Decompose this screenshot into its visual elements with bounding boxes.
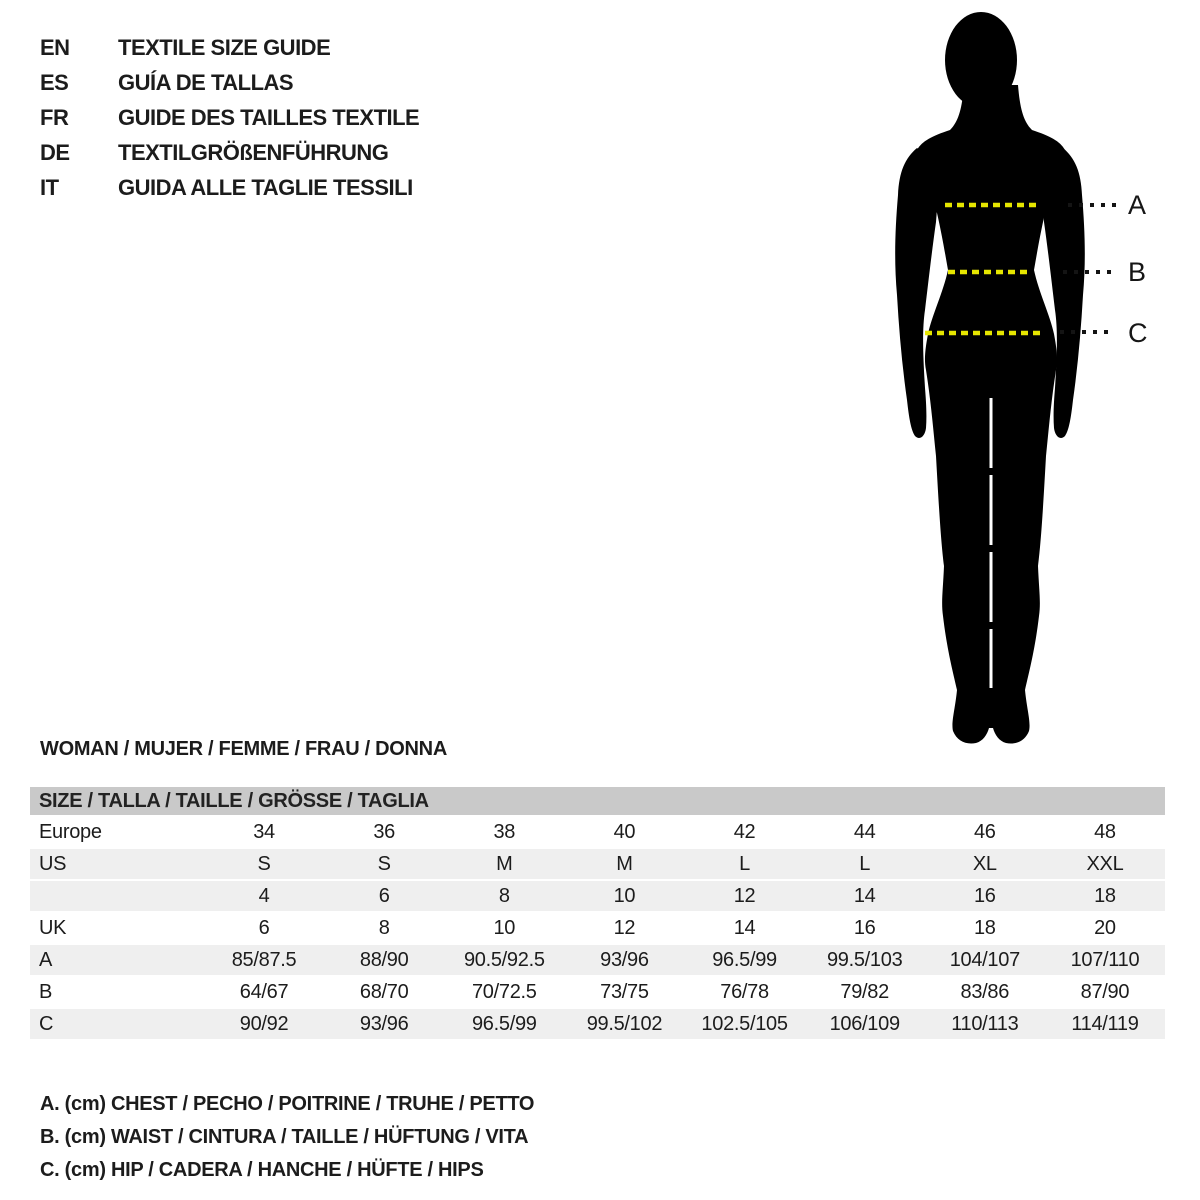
size-cell: 79/82 <box>840 980 889 1003</box>
size-cell: 38 <box>493 820 516 843</box>
hip-letter-label: C <box>1128 318 1148 348</box>
size-cell: 93/96 <box>600 948 649 971</box>
size-cell: 12 <box>613 916 636 939</box>
size-cell: M <box>496 852 513 875</box>
size-cell: 18 <box>973 916 996 939</box>
language-guide-title: GUIDA ALLE TAGLIE TESSILI <box>118 174 413 200</box>
language-row <box>40 30 419 65</box>
language-guide-title: TEXTILGRÖßENFÜHRUNG <box>118 139 389 165</box>
table-row <box>30 945 1165 975</box>
table-row <box>30 817 1165 847</box>
table-row <box>30 849 1165 879</box>
language-guide-title: TEXTILE SIZE GUIDE <box>118 34 331 60</box>
size-cell: 46 <box>973 820 996 843</box>
size-cell: 93/96 <box>359 1012 409 1035</box>
woman-silhouette-figure <box>880 0 1200 760</box>
size-cell: 99.5/103 <box>826 948 903 971</box>
size-cell: 40 <box>613 820 636 843</box>
size-cell: 70/72.5 <box>471 980 537 1003</box>
language-title-list <box>40 30 419 205</box>
woman-silhouette-svg <box>880 0 1200 760</box>
size-cell: 10 <box>613 884 636 907</box>
waist-letter-label: B <box>1128 257 1147 287</box>
size-cell: 44 <box>853 820 876 843</box>
row-label: C <box>39 1012 54 1035</box>
language-code: FR <box>40 104 69 130</box>
gender-section-heading: WOMAN / MUJER / FEMME / FRAU / DONNA <box>40 738 447 760</box>
legend-line: B. (cm) WAIST / CINTURA / TAILLE / HÜFTUNG / VITA <box>40 1126 529 1148</box>
legend-line: C. (cm) HIP / CADERA / HANCHE / HÜFTE / HIPS <box>40 1159 484 1181</box>
measurement-legend <box>40 1088 534 1187</box>
size-cell: L <box>859 852 871 875</box>
size-cell: 83/86 <box>960 980 1010 1003</box>
row-label: Europe <box>39 820 102 843</box>
size-cell: 99.5/102 <box>586 1012 663 1035</box>
size-cell: 106/109 <box>829 1012 900 1035</box>
size-cell: 96.5/99 <box>712 948 777 971</box>
size-cell: 36 <box>373 820 396 843</box>
size-cell: S <box>377 852 391 875</box>
size-cell: 90/92 <box>239 1012 289 1035</box>
size-cell: 110/113 <box>951 1012 1019 1035</box>
size-table-header: SIZE / TALLA / TAILLE / GRÖSSE / TAGLIA <box>30 787 1165 815</box>
size-cell: 6 <box>258 916 270 939</box>
size-cell: 104/107 <box>949 948 1020 971</box>
size-cell: 12 <box>733 884 756 907</box>
legend-line: A. (cm) CHEST / PECHO / POITRINE / TRUHE / PETTO <box>40 1093 535 1115</box>
language-code: IT <box>40 174 59 200</box>
size-cell: 42 <box>733 820 756 843</box>
size-cell: 68/70 <box>359 980 409 1003</box>
size-cell: 18 <box>1094 884 1116 907</box>
language-code: EN <box>40 34 70 60</box>
size-cell: 73/75 <box>600 980 649 1003</box>
language-code: ES <box>40 69 69 95</box>
size-cell: 16 <box>853 916 876 939</box>
table-row <box>30 977 1165 1007</box>
row-label: B <box>39 980 53 1003</box>
size-cell: 88/90 <box>359 948 409 971</box>
size-cell: 6 <box>378 884 390 907</box>
size-cell: 14 <box>733 916 756 939</box>
size-cell: 10 <box>493 916 516 939</box>
size-cell: S <box>257 852 271 875</box>
size-cell: 90.5/92.5 <box>463 948 545 971</box>
language-row <box>40 135 419 170</box>
language-code: DE <box>40 139 70 165</box>
size-cell: 20 <box>1094 916 1116 939</box>
size-cell: XXL <box>1086 852 1124 875</box>
row-label: UK <box>39 916 67 939</box>
size-cell: 102.5/105 <box>701 1012 788 1035</box>
size-cell: 96.5/99 <box>471 1012 537 1035</box>
row-label: A <box>39 948 53 971</box>
table-row <box>30 881 1165 911</box>
size-cell: 34 <box>253 820 275 843</box>
size-cell: 48 <box>1094 820 1116 843</box>
size-cell: M <box>616 852 633 875</box>
chest-letter-label: A <box>1128 190 1147 220</box>
table-row <box>30 913 1165 943</box>
language-row <box>40 100 419 135</box>
size-cell: 8 <box>498 884 510 907</box>
size-cell: 85/87.5 <box>231 948 297 971</box>
size-cell: 14 <box>853 884 876 907</box>
language-guide-title: GUÍA DE TALLAS <box>118 69 294 95</box>
size-cell: 4 <box>258 884 270 907</box>
size-table-body <box>30 817 1165 1039</box>
language-row <box>40 170 419 205</box>
language-row <box>40 65 419 100</box>
size-cell: 107/110 <box>1070 948 1140 971</box>
size-cell: 64/67 <box>239 980 289 1003</box>
language-guide-title: GUIDE DES TAILLES TEXTILE <box>118 104 420 130</box>
size-cell: 8 <box>378 916 390 939</box>
size-cell: L <box>739 852 750 875</box>
table-row <box>30 1009 1165 1039</box>
size-cell: XL <box>972 852 997 875</box>
size-cell: 76/78 <box>720 980 769 1003</box>
row-label: US <box>39 852 67 875</box>
size-cell: 16 <box>973 884 996 907</box>
size-cell: 114/119 <box>1071 1012 1139 1035</box>
size-table <box>30 787 1165 1039</box>
size-cell: 87/90 <box>1080 980 1130 1003</box>
